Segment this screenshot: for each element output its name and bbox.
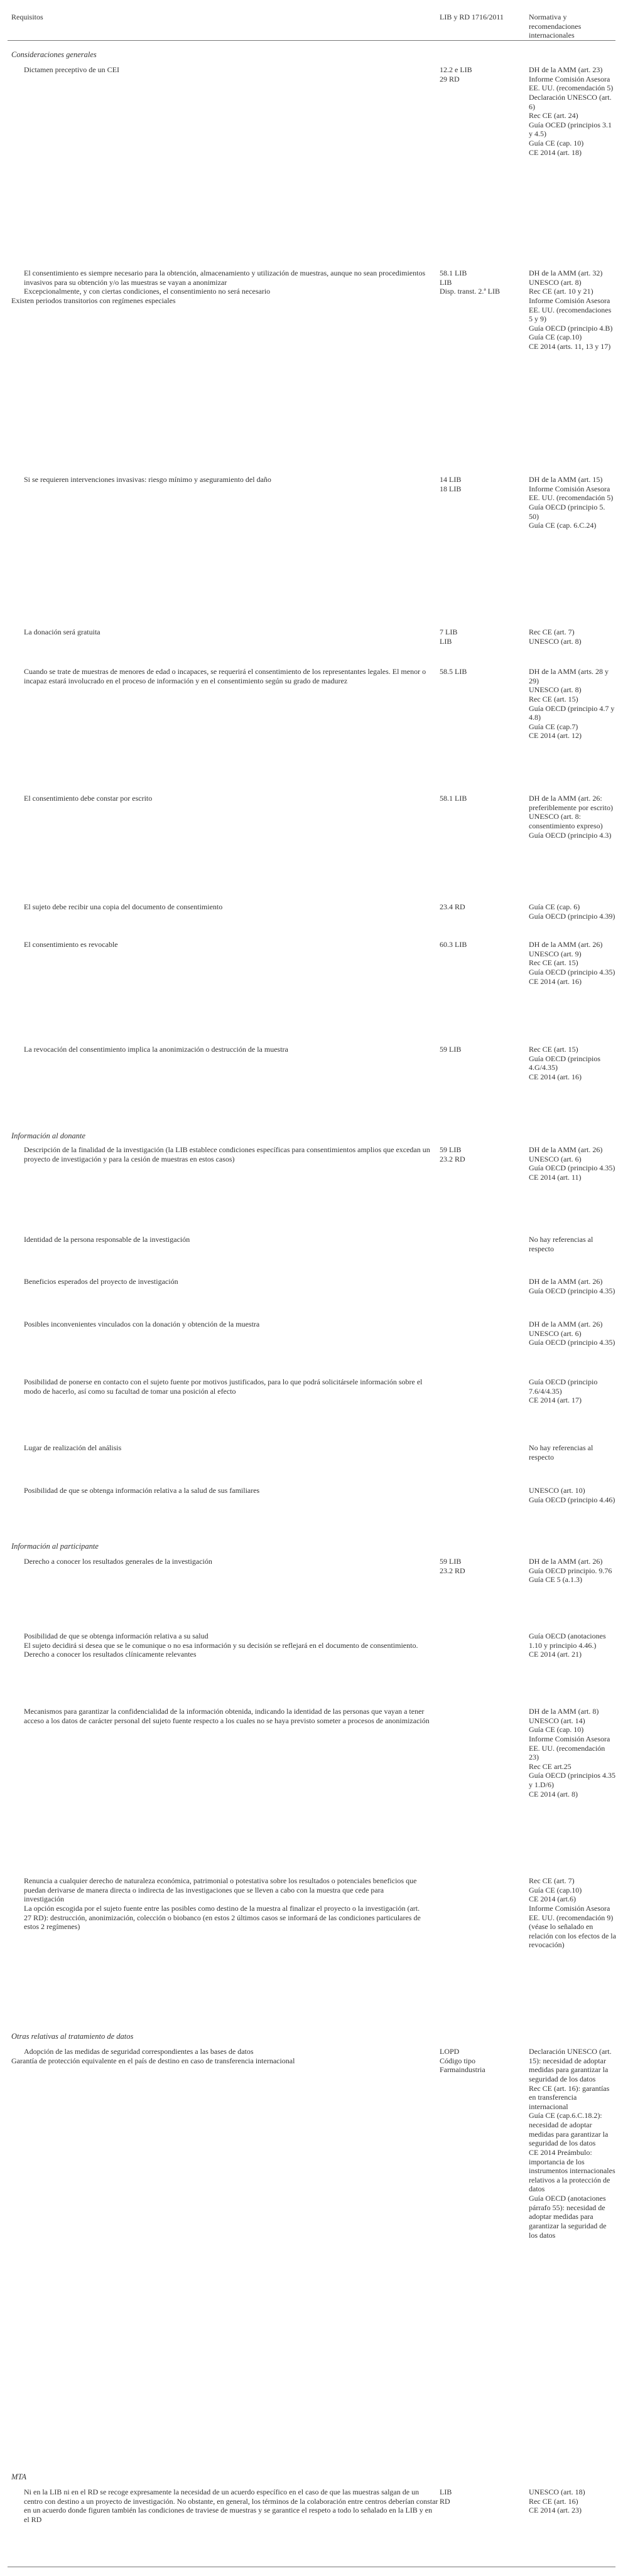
- normativa-cell: No hay referencias al respecto: [529, 1443, 593, 1462]
- requirement-cell: Ni en la LIB ni en el RD se recoge expresamente la necesidad de un acuerdo específico en el caso de que las muestras salgan de un centro con destino a un proyecto de investigación. No obstante, en general, los términos de la colaboración entre centros deberían constar en un acuerdo donde figuren también las condiciones de traviese de muestras y se garantice el respeto a todo lo señalado en la LIB y en el RD: [24, 2488, 438, 2524]
- requirement-cell: El sujeto debe recibir una copia del documento de consentimiento: [24, 902, 223, 911]
- requirement-cell: Si se requieren intervenciones invasivas: riesgo mínimo y aseguramiento del daño: [24, 475, 271, 484]
- normativa-cell: DH de la AMM (art. 26) UNESCO (art. 9) Rec CE (art. 15) Guía OECD (principio 4.35) CE 2014 (art. 16): [529, 940, 615, 986]
- lib-rd-cell: 58.1 LIB LIB Disp. transt. 2.ª LIB: [440, 269, 500, 296]
- normativa-cell: DH de la AMM (art. 26) UNESCO (art. 6) Guía OECD (principio 4.35): [529, 1320, 615, 1347]
- requirement-cell: Dictamen preceptivo de un CEI: [24, 65, 119, 74]
- normativa-cell: DH de la AMM (art. 26) Guía OECD principio. 9.76 Guía CE 5 (a.1.3): [529, 1557, 612, 1585]
- header-lib-rd: LIB y RD 1716/2011: [440, 13, 504, 21]
- normativa-cell: Declaración UNESCO (art. 15): necesidad de adoptar medidas para garantizar la seguridad de los datos Rec CE (art. 16): garantías en transferencia internacional Guía CE (cap.6.C.18.2): necesidad de adoptar medidas para garantizar la seguridad de los datos CE 2014 Preámbulo: importancia de los instrumentos internacionales relativos a la protección de datos Guía OECD (anotaciones párrafo 55): necesidad de adoptar medidas para garantizar la seguridad de los datos: [529, 2047, 615, 2240]
- normativa-cell: Guía OECD (anotaciones 1.10 y principio 4.46.) CE 2014 (art. 21): [529, 1632, 606, 1659]
- lib-rd-cell: 59 LIB 23.2 RD: [440, 1145, 465, 1163]
- lib-rd-cell: 7 LIB LIB: [440, 628, 458, 646]
- requirement-cell: El consentimiento debe constar por escrito: [24, 794, 153, 803]
- normativa-cell: UNESCO (art. 18) Rec CE (art. 16) CE 2014 (art. 23): [529, 2488, 585, 2515]
- requirement-cell: Posibles inconvenientes vinculados con la donación y obtención de la muestra: [24, 1320, 260, 1328]
- normativa-cell: No hay referencias al respecto: [529, 1235, 593, 1253]
- requirement-cell: Renuncia a cualquier derecho de naturaleza económica, patrimonial o potestativa sobre los resultados o potenciales beneficios que puedan derivarse de manera directa o indirecta de las investigaciones que se lleven a cabo con la muestra que cede para investigación La opción escogida por el sujeto fuente entre las posibles como destino de la muestra al finalizar el proyecto o la investigación (art. 27 RD): destrucción, anonimización, colección o biobanco (en estos 2 últimos casos se informará de las condiciones particulares de estos 2 regímenes): [24, 1876, 421, 1932]
- normativa-cell: DH de la AMM (art. 15) Informe Comisión Asesora EE. UU. (recomendación 5) Guía OECD (principio 5. 50) Guía CE (cap. 6.C.24): [529, 475, 614, 530]
- requirement-cell: Posibilidad de que se obtenga información relativa a su salud El sujeto decidirá si desea que se le comunique o no esa información y su decisión se reflejará en el documento de consentimiento. Derecho a conocer los resultados clínicamente relevantes: [24, 1632, 418, 1659]
- header-divider: [8, 40, 615, 41]
- lib-rd-cell: LIB RD: [440, 2488, 452, 2506]
- lib-rd-cell: 59 LIB 23.2 RD: [440, 1557, 465, 1575]
- requirement-cell: La donación será gratuita: [24, 628, 100, 636]
- section-consideraciones-generales: Consideraciones generales: [11, 50, 97, 59]
- requirement-cell: Posibilidad de que se obtenga información relativa a la salud de sus familiares: [24, 1486, 260, 1495]
- requirement-cell: Lugar de realización del análisis: [24, 1443, 122, 1452]
- requirement-cell: Beneficios esperados del proyecto de investigación: [24, 1277, 178, 1286]
- requirement-cell: Mecanismos para garantizar la confidencialidad de la información obtenida, indicando la identidad de las personas que vayan a tener acceso a los datos de carácter personal del sujeto fuente respecto a los cuales no se haya previsto someter a procesos de anonimización: [24, 1707, 430, 1725]
- section-mta: MTA: [11, 2472, 27, 2481]
- lib-rd-cell: 14 LIB 18 LIB: [440, 475, 462, 493]
- normativa-cell: Rec CE (art. 7) UNESCO (art. 8): [529, 628, 582, 646]
- requirement-cell: Posibilidad de ponerse en contacto con el sujeto fuente por motivos justificados, para lo que podrá solicitársele información sobre el modo de hacerlo, así como su facultad de tomar una posición al efecto: [24, 1377, 423, 1396]
- requirement-cell: El consentimiento es siempre necesario para la obtención, almacenamiento y utilización de muestras, aunque no sean procedimientos invasivos para su obtención y/o las muestras se vayan a anonimizar Excepcionalmente, y con ciertas condiciones, el consentimiento no será necesario Existen periodos transitorios con regímenes especiales: [11, 269, 426, 305]
- header-requisitos: Requisitos: [11, 13, 43, 21]
- header-normativa: Normativa y recomendaciones internacionales: [529, 13, 582, 40]
- normativa-cell: DH de la AMM (art. 26) UNESCO (art. 6) Guía OECD (principio 4.35) CE 2014 (art. 11): [529, 1145, 615, 1182]
- lib-rd-cell: 60.3 LIB: [440, 940, 467, 949]
- normativa-cell: DH de la AMM (art. 26: preferiblemente por escrito) UNESCO (art. 8: consentimiento expreso) Guía OECD (principio 4.3): [529, 794, 613, 840]
- normativa-cell: UNESCO (art. 10) Guía OECD (principio 4.46): [529, 1486, 615, 1504]
- requirement-cell: Descripción de la finalidad de la investigación (la LIB establece condiciones específicas para consentimientos amplios que excedan un proyecto de investigación y para la cesión de muestras en estos casos): [24, 1145, 430, 1163]
- requirement-cell: El consentimiento es revocable: [24, 940, 118, 949]
- normativa-cell: DH de la AMM (art. 8) UNESCO (art. 14) Guía CE (cap. 10) Informe Comisión Asesora EE. UU. (recomendación 23) Rec CE art.25 Guía OECD (principios 4.35 y 1.D/6) CE 2014 (art. 8): [529, 1707, 615, 1798]
- section-tratamiento-datos: Otras relativas al tratamiento de datos: [11, 2032, 134, 2041]
- normativa-cell: Rec CE (art. 7) Guía CE (cap.10) CE 2014 (art.6) Informe Comisión Asesora EE. UU. (recomendación 9) (véase lo señalado en relación con los efectos de la revocación): [529, 1876, 616, 1950]
- lib-rd-cell: 23.4 RD: [440, 902, 465, 911]
- requirement-cell: La revocación del consentimiento implica la anonimización o destrucción de la muestra: [24, 1045, 288, 1054]
- requirement-cell: Adopción de las medidas de seguridad correspondientes a las bases de datos Garantía de protección equivalente en el país de destino en caso de transferencia internacional: [11, 2047, 295, 2065]
- normativa-cell: DH de la AMM (art. 26) Guía OECD (principio 4.35): [529, 1277, 615, 1295]
- normativa-cell: Guía CE (cap. 6) Guía OECD (principio 4.39): [529, 902, 615, 921]
- normativa-cell: DH de la AMM (art. 32) UNESCO (art. 8) Rec CE (art. 10 y 21) Informe Comisión Asesora EE. UU. (recomendaciones 5 y 9) Guía OECD (principio 4.B) Guía CE (cap.10) CE 2014 (arts. 11, 13 y 17): [529, 269, 613, 351]
- lib-rd-cell: 58.1 LIB: [440, 794, 467, 803]
- normativa-cell: Guía OECD (principio 7.6/4/4.35) CE 2014 (art. 17): [529, 1377, 598, 1405]
- normativa-cell: Rec CE (art. 15) Guía OECD (principios 4.G/4.35) CE 2014 (art. 16): [529, 1045, 600, 1081]
- requirement-cell: Derecho a conocer los resultados generales de la investigación: [24, 1557, 212, 1566]
- section-informacion-donante: Información al donante: [11, 1131, 86, 1140]
- lib-rd-cell: 58.5 LIB: [440, 667, 467, 676]
- lib-rd-cell: 59 LIB: [440, 1045, 462, 1054]
- lib-rd-cell: LOPD Código tipo Farmaindustria: [440, 2047, 485, 2075]
- normativa-cell: DH de la AMM (arts. 28 y 29) UNESCO (art. 8) Rec CE (art. 15) Guía OECD (principio 4.7 y 4.8) Guía CE (cap.7) CE 2014 (art. 12): [529, 667, 615, 740]
- requirement-cell: Cuando se trate de muestras de menores de edad o incapaces, se requerirá el consentimiento de los representantes legales. El menor o incapaz estará involucrado en el proceso de información y en el consentimiento según su grado de madurez: [24, 667, 426, 685]
- requirement-cell: Identidad de la persona responsable de la investigación: [24, 1235, 190, 1244]
- section-informacion-participante: Información al participante: [11, 1542, 99, 1551]
- lib-rd-cell: 12.2 e LIB 29 RD: [440, 65, 472, 83]
- normativa-cell: DH de la AMM (art. 23) Informe Comisión Asesora EE. UU. (recomendación 5) Declaración UNESCO (art. 6) Rec CE (art. 24) Guía OCED (principios 3.1 y 4.5) Guía CE (cap. 10) CE 2014 (art. 18): [529, 65, 614, 157]
